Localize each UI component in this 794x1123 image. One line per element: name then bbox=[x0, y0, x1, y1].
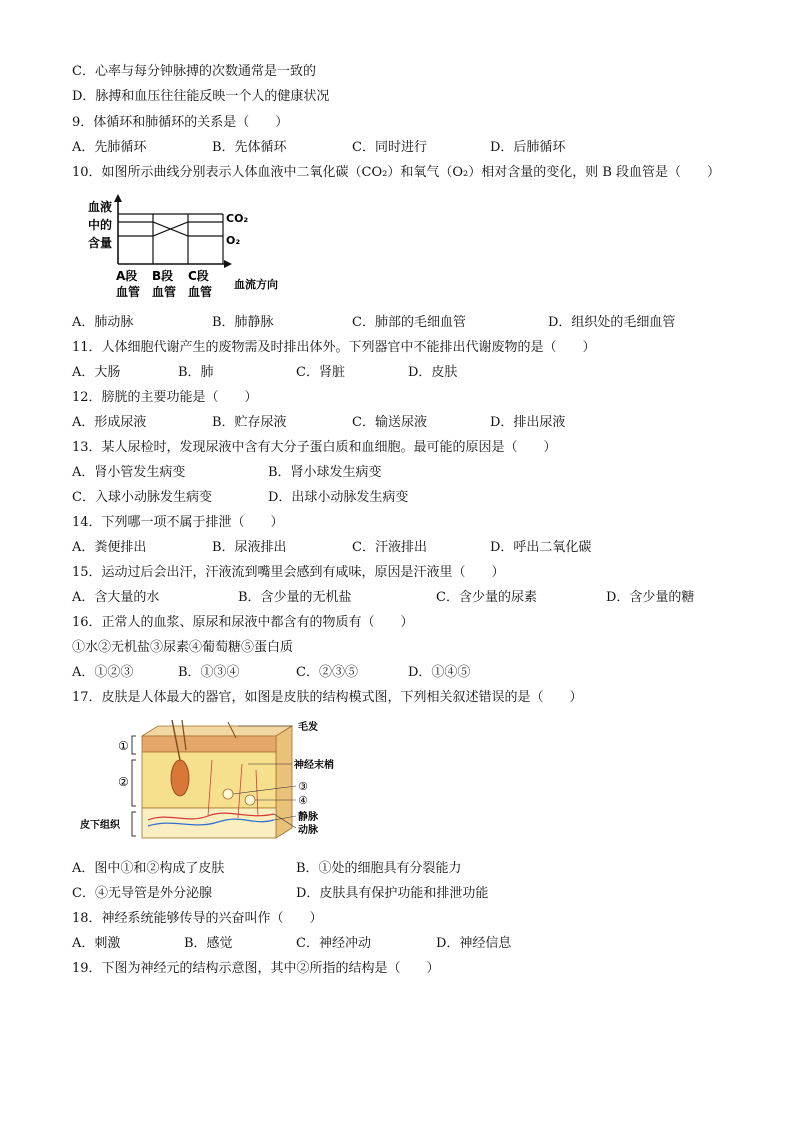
q12-option-c: C．输送尿液 bbox=[352, 415, 427, 430]
fig10-ylabel-2: 中的 bbox=[88, 218, 113, 232]
q14-option-c: C．汗液排出 bbox=[352, 540, 427, 555]
q15-option-b: B．含少量的无机盐 bbox=[238, 590, 352, 605]
fig10-seg-b-2: 血管 bbox=[152, 285, 177, 299]
question-13-stem: 13．某人尿检时，发现尿液中含有大分子蛋白质和血细胞。最可能的原因是（ ） bbox=[72, 440, 557, 455]
fig17-label-nerve-ending: 神经末梢 bbox=[294, 760, 334, 771]
q16-items: ①水②无机盐③尿素④葡萄糖⑤蛋白质 bbox=[72, 640, 294, 655]
q15-option-c: C．含少量的尿素 bbox=[436, 590, 537, 605]
q18-option-b: B．感觉 bbox=[184, 936, 233, 951]
q9-option-a: A．先肺循环 bbox=[72, 140, 147, 155]
fig10-ylabel-3: 含量 bbox=[88, 236, 113, 250]
q16-option-a: A．①②③ bbox=[72, 665, 134, 680]
q14-option-d: D．呼出二氧化碳 bbox=[490, 540, 592, 555]
option-c-line: C．心率与每分钟脉搏的次数通常是一致的 bbox=[72, 64, 316, 79]
question-17-stem: 17．皮肤是人体最大的器官，如图是皮肤的结构模式图，下列相关叙述错误的是（ ） bbox=[72, 690, 583, 705]
fig17-side-face bbox=[276, 726, 292, 838]
q9-option-c: C．同时进行 bbox=[352, 140, 427, 155]
q14-option-b: B．尿液排出 bbox=[212, 540, 287, 555]
fig17-bracket-2 bbox=[132, 760, 136, 806]
q13-option-b: B．肾小球发生病变 bbox=[268, 465, 382, 480]
fig17-label-4: ④ bbox=[298, 794, 308, 807]
q18-option-c: C．神经冲动 bbox=[296, 936, 371, 951]
question-15-stem: 15．运动过后会出汗，汗液流到嘴里会感到有咸味，原因是汗液里（ ） bbox=[72, 565, 505, 580]
fig10-x-arrow bbox=[224, 260, 232, 268]
q13-option-d: D．出球小动脉发生病变 bbox=[268, 490, 409, 505]
fig10-y-arrow bbox=[114, 194, 122, 202]
q16-option-c: C．②③⑤ bbox=[296, 665, 358, 680]
fig17-top-face bbox=[142, 726, 292, 736]
fig17-label-1: ① bbox=[118, 739, 129, 753]
fig17-label-artery: 动脉 bbox=[298, 825, 318, 836]
fig10-seg-c-2: 血管 bbox=[188, 285, 213, 299]
q11-option-a: A．大肠 bbox=[72, 365, 121, 380]
blood-gas-curve-figure bbox=[78, 192, 288, 304]
fig10-seg-a-1: A段 bbox=[116, 269, 138, 283]
option-d-line: D．脉搏和血压往往能反映一个人的健康状况 bbox=[72, 89, 330, 104]
q17-option-a: A．图中①和②构成了皮肤 bbox=[72, 861, 225, 876]
fig17-epidermis bbox=[142, 736, 276, 752]
fig17-hair-follicle bbox=[171, 760, 189, 796]
fig17-label-subcutaneous: 皮下组织 bbox=[80, 820, 120, 831]
q15-option-a: A．含大量的水 bbox=[72, 590, 160, 605]
q11-option-d: D．皮肤 bbox=[408, 365, 458, 380]
fig10-ylabel-1: 血液 bbox=[88, 200, 113, 214]
question-19-stem: 19．下图为神经元的结构示意图，其中②所指的结构是（ ） bbox=[72, 961, 440, 976]
q9-option-b: B．先体循环 bbox=[212, 140, 287, 155]
fig17-label-3: ③ bbox=[298, 780, 308, 793]
fig10-seg-a-2: 血管 bbox=[116, 285, 141, 299]
fig17-label-vein: 静脉 bbox=[298, 812, 318, 823]
q11-option-c: C．肾脏 bbox=[296, 365, 345, 380]
question-11-stem: 11．人体细胞代谢产生的废物需及时排出体外。下列器官中不能排出代谢废物的是（ ） bbox=[72, 340, 596, 355]
q12-option-b: B．贮存尿液 bbox=[212, 415, 287, 430]
q13-option-c: C．入球小动脉发生病变 bbox=[72, 490, 212, 505]
q17-option-c: C．④无导管是外分泌腺 bbox=[72, 886, 212, 901]
q14-option-a: A．粪便排出 bbox=[72, 540, 147, 555]
question-9-stem: 9．体循环和肺循环的关系是（ ） bbox=[72, 115, 289, 130]
q18-option-a: A．刺激 bbox=[72, 936, 121, 951]
q12-option-a: A．形成尿液 bbox=[72, 415, 147, 430]
question-18-stem: 18．神经系统能够传导的兴奋叫作（ ） bbox=[72, 911, 323, 926]
q13-option-a: A．肾小管发生病变 bbox=[72, 465, 186, 480]
q10-option-c: C．肺部的毛细血管 bbox=[352, 315, 466, 330]
q10-option-a: A．肺动脉 bbox=[72, 315, 134, 330]
fig17-label-hair: 毛发 bbox=[298, 722, 318, 733]
q16-option-d: D．①④⑤ bbox=[408, 665, 471, 680]
fig10-co2-label: CO₂ bbox=[226, 212, 249, 225]
question-16-stem: 16．正常人的血浆、原尿和尿液中都含有的物质有（ ） bbox=[72, 615, 414, 630]
fig10-x-label: 血流方向 bbox=[234, 278, 278, 291]
q11-option-b: B．肺 bbox=[178, 365, 214, 380]
q16-option-b: B．①③④ bbox=[178, 665, 240, 680]
fig17-bracket-1 bbox=[132, 736, 136, 754]
q17-option-d: D．皮肤具有保护功能和排泄功能 bbox=[296, 886, 489, 901]
fig10-seg-b-1: B段 bbox=[152, 269, 174, 283]
fig10-o2-label: O₂ bbox=[226, 234, 241, 247]
question-14-stem: 14．下列哪一项不属于排泄（ ） bbox=[72, 515, 284, 530]
q18-option-d: D．神经信息 bbox=[436, 936, 512, 951]
fig10-seg-c-1: C段 bbox=[188, 269, 209, 283]
question-10-stem: 10．如图所示曲线分别表示人体血液中二氧化碳（CO₂）和氧气（O₂）相对含量的变化，则 B 段血管是（ ） bbox=[72, 165, 721, 180]
fig17-label-2: ② bbox=[118, 775, 129, 789]
fig10-o2-curve bbox=[118, 222, 223, 236]
q12-option-d: D．排出尿液 bbox=[490, 415, 566, 430]
q10-option-d: D．组织处的毛细血管 bbox=[548, 315, 676, 330]
fig17-gland-3 bbox=[223, 789, 233, 799]
q17-option-b: B．①处的细胞具有分裂能力 bbox=[296, 861, 462, 876]
q9-option-d: D．后肺循环 bbox=[490, 140, 566, 155]
fig17-bracket-3 bbox=[132, 812, 136, 836]
q10-option-b: B．肺静脉 bbox=[212, 315, 274, 330]
question-12-stem: 12．膀胱的主要功能是（ ） bbox=[72, 390, 258, 405]
skin-structure-figure bbox=[78, 720, 358, 845]
fig17-gland-4 bbox=[245, 795, 255, 805]
q15-option-d: D．含少量的糖 bbox=[606, 590, 695, 605]
